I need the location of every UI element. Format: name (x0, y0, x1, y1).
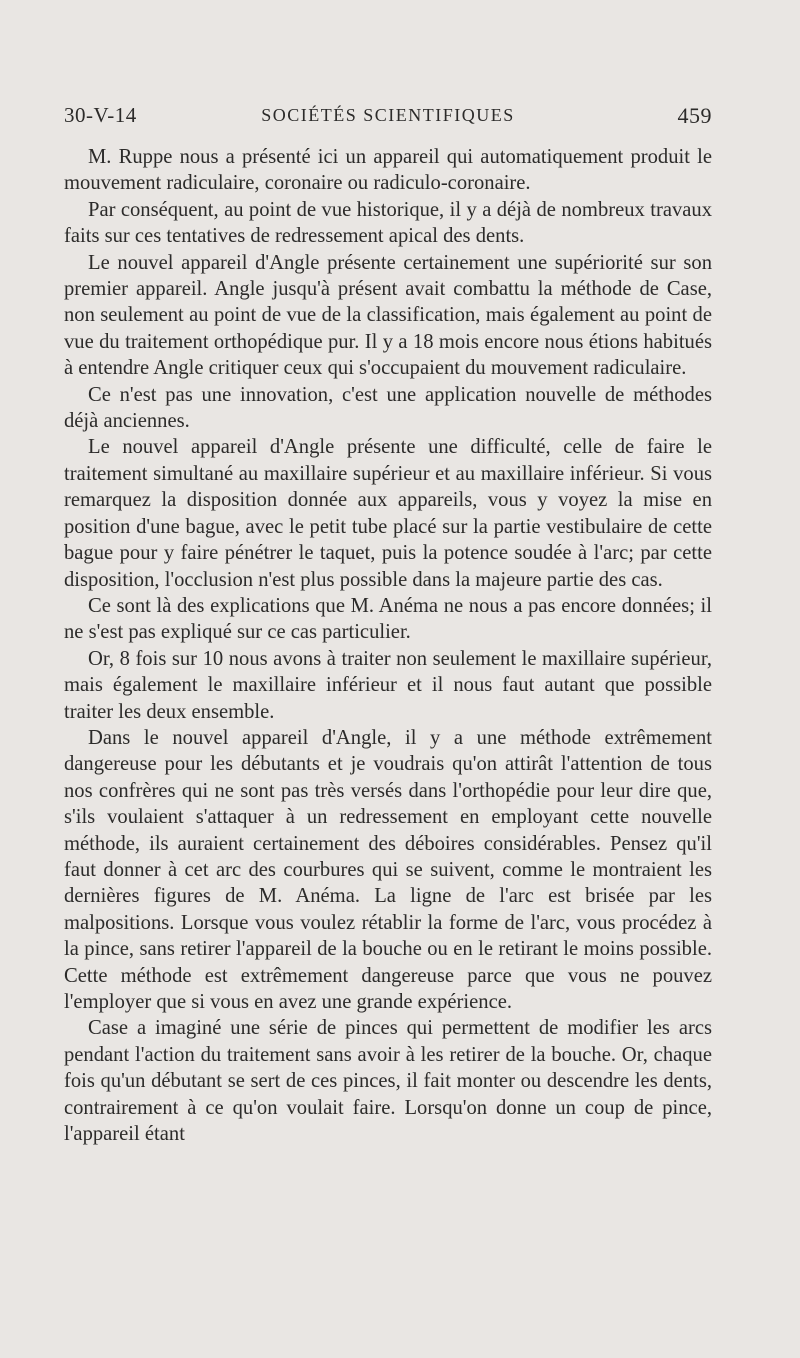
running-header (64, 103, 712, 133)
paragraph-6: Ce sont là des explications que M. Anéma ne nous a pas encore données; il ne s'est pas expliqué sur ce cas particulier. (64, 594, 712, 644)
paragraph-1: M. Ruppe nous a présenté ici un appareil qui automatiquement produit le mouvement radiculaire, coronaire ou radiculo-coronaire. (64, 146, 712, 195)
paragraph-4: Ce n'est pas une innovation, c'est une application nouvelle de méthodes déjà anciennes. (64, 383, 712, 433)
header-section-title: SOCIÉTÉS SCIENTIFIQUES (261, 105, 515, 125)
paragraph-3: Le nouvel appareil d'Angle présente certainement une supériorité sur son premier appareil. Angle jusqu'à présent avait combattu la méthode de Case, non seulement au point de vue de la classification, mais également au point de vue du traitement orthopédique pur. Il y a 18 mois encore nous étions habitués à entendre Angle critiquer ceux qui s'occupaient du mouvement radiculaire. (64, 251, 712, 380)
header-date: 30-V-14 (64, 103, 137, 127)
header-page-number: 459 (677, 103, 712, 128)
paragraph-9: Case a imaginé une série de pinces qui permettent de modifier les arcs pendant l'action du traitement sans avoir à les retirer de la bouche. Or, chaque fois qu'un débutant se sert de ces pinces, il fait monter ou descendre les dents, contrairement à ce qu'on voulait faire. Lorsqu'on donne un coup de pince, l'appareil étant (64, 1017, 712, 1146)
body-text (64, 144, 712, 1147)
paragraph-2: Par conséquent, au point de vue historique, il y a déjà de nombreux travaux faits sur ces tentatives de redressement apical des dents. (64, 198, 712, 248)
paragraph-5: Le nouvel appareil d'Angle présente une difficulté, celle de faire le traitement simultané au maxillaire supérieur et au maxillaire inférieur. Si vous remarquez la disposition donnée aux appareils, vous y voyez la mise en position d'une bague, avec le petit tube placé sur la partie vestibulaire de cette bague pour y faire pénétrer le taquet, puis la potence soudée à l'arc; par cette disposition, l'occlusion n'est plus possible dans la majeure partie des cas. (64, 436, 712, 591)
paragraph-7: Or, 8 fois sur 10 nous avons à traiter non seulement le maxillaire supérieur, mais également le maxillaire inférieur et il nous faut autant que possible traiter les deux ensemble. (64, 647, 712, 723)
paragraph-8: Dans le nouvel appareil d'Angle, il y a une méthode extrêmement dangereuse pour les débutants et je voudrais qu'on attirât l'attention de tous nos confrères qui ne sont pas très versés dans l'orthopédie pour leur dire que, s'ils voulaient s'attaquer à un redressement en employant cette nouvelle méthode, ils auraient certainement des déboires considérables. Pensez qu'il faut donner à cet arc des courbures qui se suivent, comme le montraient les dernières figures de M. Anéma. La ligne de l'arc est brisée par les malpositions. Lorsque vous voulez rétablir la forme de l'arc, vous procédez à la pince, sans retirer l'appareil de la bouche ou en le retirant le moins possible. Cette méthode est extrêmement dangereuse parce que vous ne pouvez l'employer que si vous en avez une grande expérience. (64, 726, 712, 1013)
